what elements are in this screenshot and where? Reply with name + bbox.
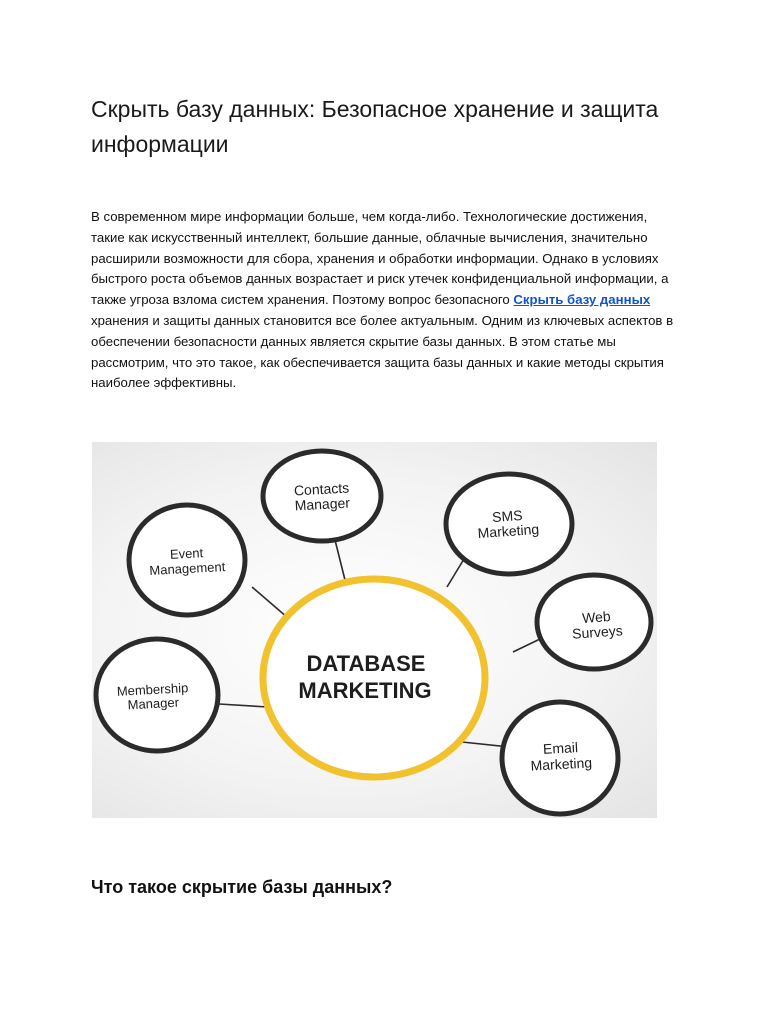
section-heading: Что такое скрытие базы данных? [91,877,393,897]
node-membership-line1: Membership [116,680,189,699]
node-event-line1: Event [169,545,204,562]
node-contacts-manager [263,451,381,541]
node-email-line1: Email [542,739,579,757]
intro-paragraph [91,207,681,394]
diagram-svg [92,442,657,818]
database-marketing-diagram [92,442,657,818]
node-contacts-line1: Contacts [293,479,350,499]
node-event-management [129,505,245,615]
node-web-surveys [537,575,651,669]
node-sms-line2: Marketing [477,520,540,542]
node-web-line1: Web [581,608,612,626]
node-email-marketing [502,702,618,814]
node-event-line2: Management [149,559,226,578]
hide-database-link[interactable]: Скрыть базу данных [513,292,651,308]
intro-text-before: В современном мире информации больше, чем когда-либо. Технологические достижения, такие как искусственный интеллект, большие данные, облачные вычисления, значительно расширили возможности для сбора, хранения и обработки информации. Однако в условиях быстрого роста объемов данных возрастает и риск утечек конфиденциальной информации, а также угроза взлома систем хранения. Поэтому вопрос безопасного [91,209,669,308]
center-label-line2: MARKETING [298,678,432,703]
node-membership-manager [96,639,218,751]
node-contacts-line2: Manager [294,494,351,514]
page-title: Скрыть базу данных: Безопасное хранение и защита информации [91,96,659,157]
node-sms-marketing [446,474,572,574]
center-label-line1: DATABASE [306,651,426,676]
node-membership-line2: Manager [127,694,180,713]
intro-text-after: хранения и защиты данных становится все более актуальным. Одним из ключевых аспектов в обеспечении безопасности данных является скрытие базы данных. В этом статье мы рассмотрим, что это такое, как обеспечивается защита базы данных и какие методы скрытия наиболее эффективны. [91,312,674,391]
node-sms-line1: SMS [491,506,523,526]
center-node-database-marketing [263,579,485,777]
node-web-line2: Surveys [571,622,624,642]
node-email-line2: Marketing [530,754,593,774]
